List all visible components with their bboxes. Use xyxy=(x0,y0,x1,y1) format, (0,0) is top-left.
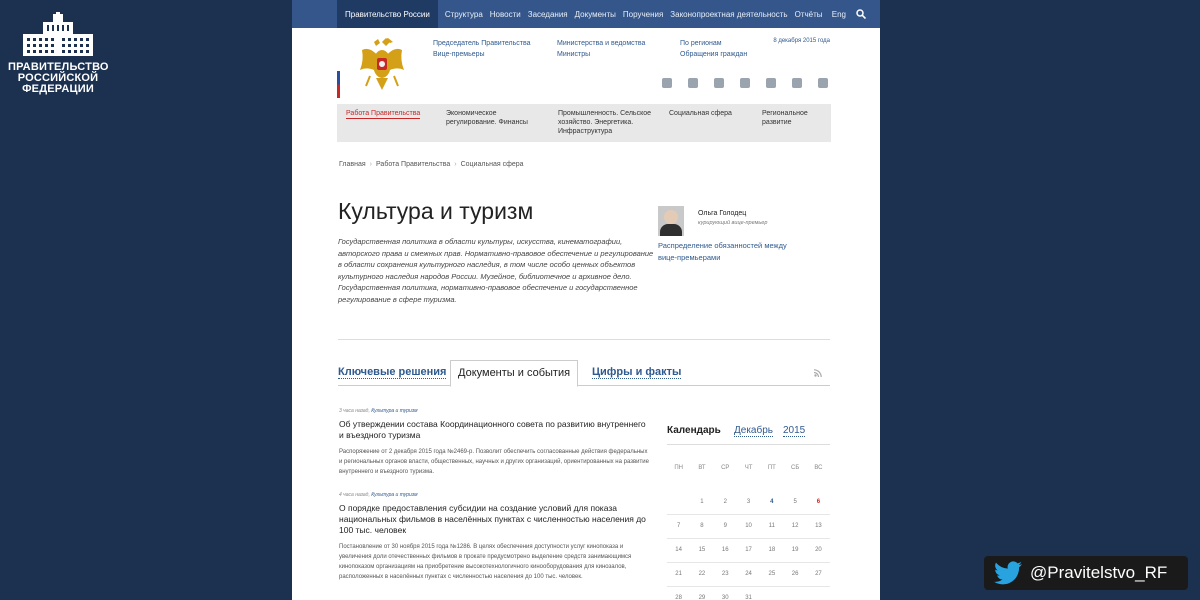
page-title: Культура и туризм xyxy=(338,198,534,224)
calendar-grid xyxy=(667,445,830,600)
news-item xyxy=(339,408,649,477)
tab-figures-facts[interactable]: Цифры и факты xyxy=(592,366,682,378)
calendar-empty-cell xyxy=(667,491,690,515)
breadcrumb-government-work[interactable]: Работа Правительства xyxy=(376,161,451,168)
curator-role: курирующий вице-премьер xyxy=(698,220,768,226)
calendar-day[interactable]: 17 xyxy=(737,539,760,563)
camera-icon[interactable] xyxy=(662,78,672,88)
calendar-day[interactable]: 18 xyxy=(760,539,783,563)
news-body: Распоряжение от 2 декабря 2015 года №2469-р. Позволит обеспечить согласованные действия федеральных и региональных органов власти, общественных, научных и других организаций, ориентированных на развитие внутреннего и въездного туризма. xyxy=(339,449,649,475)
link-ministers[interactable]: Министры xyxy=(557,51,591,58)
nav-instructions[interactable]: Поручения xyxy=(622,9,664,19)
calendar-day[interactable]: 29 xyxy=(690,587,713,600)
calendar xyxy=(667,418,830,600)
twitter-icon[interactable] xyxy=(688,78,698,88)
link-deputy-premiers[interactable]: Вице-премьеры xyxy=(433,51,485,58)
header-col-regions xyxy=(680,38,747,60)
calendar-day[interactable]: 8 xyxy=(690,515,713,539)
calendar-day[interactable]: 19 xyxy=(783,539,806,563)
calendar-day[interactable]: 10 xyxy=(737,515,760,539)
subnav-government-work[interactable]: Работа Правительства xyxy=(346,110,421,117)
calendar-day[interactable]: 4 xyxy=(760,491,783,515)
nav-news[interactable]: Новости xyxy=(489,9,521,19)
news-item xyxy=(339,492,649,582)
breadcrumb-home[interactable]: Главная xyxy=(339,161,366,168)
youtube-icon[interactable] xyxy=(714,78,724,88)
calendar-day[interactable]: 23 xyxy=(714,563,737,587)
calendar-month[interactable]: Декабрь xyxy=(734,425,773,436)
calendar-day[interactable]: 27 xyxy=(807,563,830,587)
duties-distribution-link[interactable]: Распределение обязанностей между вице-премьерами xyxy=(658,241,787,262)
nav-reports[interactable]: Отчёты xyxy=(794,9,823,19)
calendar-weekday: ВТ xyxy=(698,465,706,471)
nav-meetings[interactable]: Заседания xyxy=(527,9,568,19)
calendar-day[interactable]: 6 xyxy=(807,491,830,515)
subnav-economic[interactable]: Экономическое регулирование. Финансы xyxy=(446,110,528,126)
rss-icon[interactable] xyxy=(814,368,822,376)
calendar-day[interactable]: 12 xyxy=(783,515,806,539)
calendar-header xyxy=(667,418,830,445)
divider xyxy=(338,339,830,340)
calendar-day[interactable]: 26 xyxy=(783,563,806,587)
curator-name: Ольга Голодец xyxy=(698,210,747,217)
news-meta xyxy=(339,408,649,414)
breadcrumb-social[interactable]: Социальная сфера xyxy=(460,161,524,168)
news-tag[interactable]: Культура и туризм xyxy=(371,408,418,414)
site-page xyxy=(292,0,880,600)
link-regions[interactable]: По регионам xyxy=(680,40,722,47)
calendar-empty-cell xyxy=(783,587,806,600)
users-icon[interactable] xyxy=(740,78,750,88)
calendar-day[interactable]: 28 xyxy=(667,587,690,600)
coat-of-arms-icon[interactable] xyxy=(356,36,408,97)
mobile-icon[interactable] xyxy=(766,78,776,88)
news-time: 3 часа назад, xyxy=(339,408,370,414)
calendar-weekday: СР xyxy=(721,465,730,471)
header-col-chairman xyxy=(433,38,530,60)
brand-line-1: ПРАВИТЕЛЬСТВО xyxy=(8,61,109,73)
current-date: 8 декабря 2015 года xyxy=(773,38,830,44)
twitter-bird-icon xyxy=(994,561,1022,585)
chevron-right-icon: › xyxy=(369,161,372,168)
calendar-weekday: СБ xyxy=(790,465,800,471)
avatar xyxy=(658,206,684,236)
calendar-day[interactable]: 3 xyxy=(737,491,760,515)
eye-icon[interactable] xyxy=(792,78,802,88)
calendar-day[interactable]: 20 xyxy=(807,539,830,563)
brand-line-2: РОССИЙСКОЙ xyxy=(17,72,99,84)
breadcrumb xyxy=(339,161,524,168)
news-body: Постановление от 30 ноября 2015 года №1286. В целях обеспечения доступности услуг кинопоказа и увеличения доли отечественных фильмов в прокате предусмотрено выделение средств занимающимся кинопоказом организациям на приобретение высокотехнологичного кинооборудования для кинозалов, расположенных в населённых пунктах с численностью населения до 100 тыс. человек. xyxy=(339,544,632,580)
news-time: 4 часа назад, xyxy=(339,492,370,498)
calendar-day[interactable]: 31 xyxy=(737,587,760,600)
government-emblem xyxy=(8,12,108,95)
calendar-day[interactable]: 13 xyxy=(807,515,830,539)
calendar-day[interactable]: 11 xyxy=(760,515,783,539)
calendar-weekday: ПТ xyxy=(767,465,776,471)
chevron-right-icon: › xyxy=(454,161,457,168)
nav-documents[interactable]: Документы xyxy=(574,9,616,19)
search-icon[interactable] xyxy=(856,9,866,19)
calendar-day[interactable]: 16 xyxy=(714,539,737,563)
nav-government-russia[interactable]: Правительство России xyxy=(337,0,438,28)
subnav-industry[interactable]: Промышленность. Сельское хозяйство. Энергетика. Инфраструктура xyxy=(558,110,651,135)
tab-key-decisions[interactable]: Ключевые решения xyxy=(338,366,447,378)
calendar-empty-cell xyxy=(807,587,830,600)
nav-structure[interactable]: Структура xyxy=(444,9,483,19)
calendar-label: Календарь xyxy=(667,425,721,436)
russian-flag xyxy=(337,58,340,98)
nav-legislative[interactable]: Законопроектная деятельность xyxy=(670,9,788,19)
calendar-day[interactable]: 5 xyxy=(783,491,806,515)
subnav-regional[interactable]: Региональное развитие xyxy=(762,110,808,126)
brand-line-3: ФЕДЕРАЦИИ xyxy=(22,83,94,95)
news-title[interactable]: О порядке предоставления субсидии на создание условий для показа национальных фильмов в населённых пунктах с численностью населения до 100 тыс. человек xyxy=(339,503,646,535)
calendar-weekday: ВС xyxy=(814,465,823,471)
top-navigation xyxy=(292,0,880,28)
calendar-year[interactable]: 2015 xyxy=(783,425,806,436)
header-col-ministries xyxy=(557,38,645,60)
news-meta xyxy=(339,492,649,498)
subnav-social[interactable]: Социальная сфера xyxy=(669,110,732,117)
page-description: Государственная политика в области культуры, искусства, кинематографии, авторского права и смежных прав. Нормативно-правовое обеспечение и регулирование в области сохранения культурного наследия, в том числе особо ценных объектов культурного наследия народов России. Музейное, библиотечное и архивное дело. Государственная политика, нормативно-правовое обеспечение и государственное регулирование в сфере туризма. xyxy=(338,237,654,304)
tabs xyxy=(338,360,830,386)
link-chairman[interactable]: Председатель Правительства xyxy=(433,40,531,47)
calendar-day[interactable]: 21 xyxy=(667,563,690,587)
calendar-weekday: ПН xyxy=(674,465,683,471)
calendar-day[interactable]: 2 xyxy=(714,491,737,515)
calendar-day[interactable]: 15 xyxy=(690,539,713,563)
language-switch[interactable]: Eng xyxy=(831,9,846,19)
government-building-icon xyxy=(13,12,103,58)
calendar-day[interactable]: 30 xyxy=(714,587,737,600)
calendar-day[interactable]: 7 xyxy=(667,515,690,539)
section-navigation xyxy=(337,104,831,142)
calendar-empty-cell xyxy=(760,587,783,600)
link-ministries[interactable]: Министерства и ведомства xyxy=(557,40,646,47)
calendar-day[interactable]: 9 xyxy=(714,515,737,539)
link-citizen-appeals[interactable]: Обращения граждан xyxy=(680,51,748,58)
tab-documents-events[interactable]: Документы и события xyxy=(450,360,578,387)
site-header xyxy=(292,28,880,100)
calendar-day[interactable]: 1 xyxy=(690,491,713,515)
calendar-day[interactable]: 22 xyxy=(690,563,713,587)
calendar-day[interactable]: 14 xyxy=(667,539,690,563)
calendar-day[interactable]: 25 xyxy=(760,563,783,587)
news-title[interactable]: Об утверждении состава Координационного совета по развитию внутреннего и въездного туризма xyxy=(339,419,646,440)
twitter-badge xyxy=(984,556,1188,590)
news-tag[interactable]: Культура и туризм xyxy=(371,492,418,498)
social-icons xyxy=(662,78,828,88)
twitter-handle: @Pravitelstvo_RF xyxy=(1030,563,1168,582)
calendar-weekday: ЧТ xyxy=(744,465,753,471)
rss-icon[interactable] xyxy=(818,78,828,88)
calendar-day[interactable]: 24 xyxy=(737,563,760,587)
